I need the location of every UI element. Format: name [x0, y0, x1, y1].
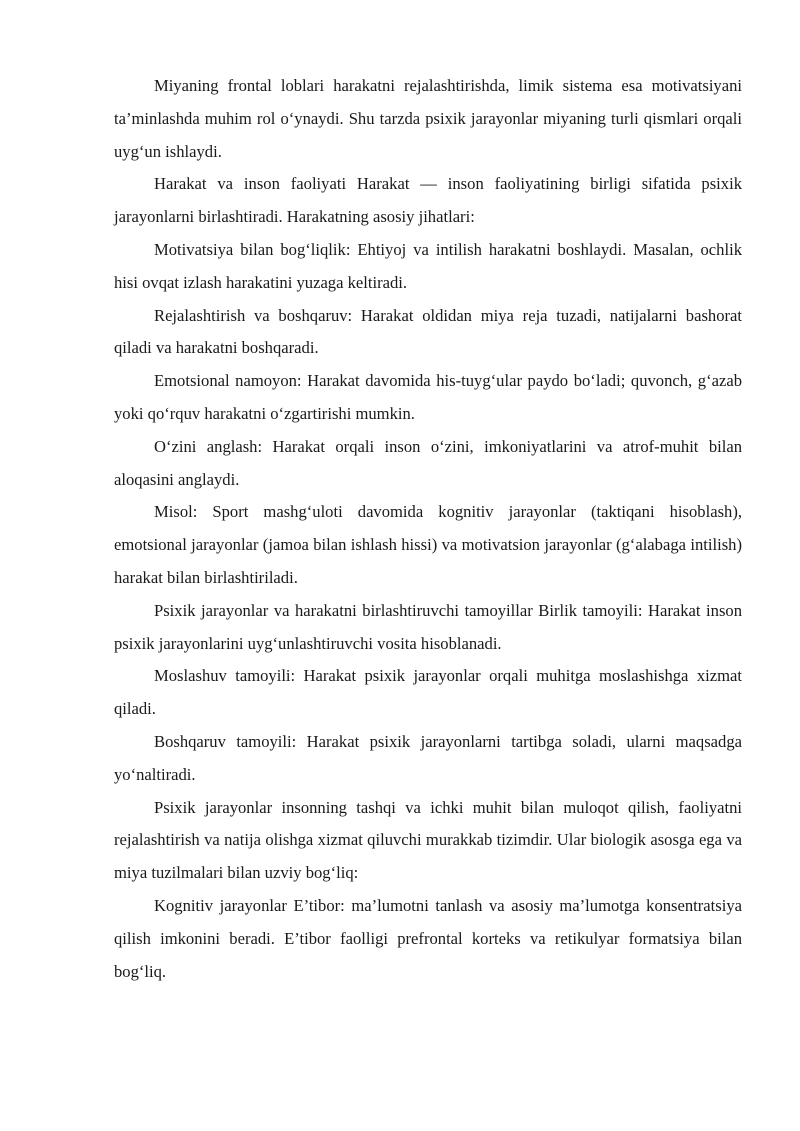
paragraph: Motivatsiya bilan bog‘liqlik: Ehtiyoj va intilish harakatni boshlaydi. Masalan, ochlik hisi ovqat izlash harakatini yuzaga keltiradi.	[114, 239, 742, 292]
paragraph: Boshqaruv tamoyili: Harakat psixik jarayonlarni tartibga soladi, ularni maqsadga yo‘naltiradi.	[114, 731, 742, 784]
paragraph: Psixik jarayonlar va harakatni birlashtiruvchi tamoyillar Birlik tamoyili: Harakat inson psixik jarayonlarini uyg‘unlashtiruvchi vosita hisoblanadi.	[114, 600, 742, 653]
paragraph: O‘zini anglash: Harakat orqali inson o‘zini, imkoniyatlarini va atrof-muhit bilan aloqasini anglaydi.	[114, 436, 742, 489]
paragraph: Moslashuv tamoyili: Harakat psixik jarayonlar orqali muhitga moslashishga xizmat qiladi.	[114, 666, 742, 719]
paragraph: Kognitiv jarayonlar E’tibor: ma’lumotni tanlash va asosiy ma’lumotga konsentratsiya qilish imkonini beradi. E’tibor faolligi prefrontal korteks va retikulyar formatsiya bilan bog‘liq.	[114, 895, 742, 981]
paragraph: Emotsional namoyon: Harakat davomida his-tuyg‘ular paydo bo‘ladi; quvonch, g‘azab yoki qo‘rquv harakatni o‘zgartirishi mumkin.	[114, 371, 742, 423]
paragraph: Harakat va inson faoliyati Harakat — inson faoliyatining birligi sifatida psixik jarayonlarni birlashtiradi. Harakatning asosiy jihatlari:	[114, 174, 742, 227]
paragraph: Miyaning frontal loblari harakatni rejalashtirishda, limik sistema esa motivatsiyani ta’minlashda muhim rol o‘ynaydi. Shu tarzda psixik jarayonlar miyaning turli qismlari orqali uyg‘un ishlaydi.	[114, 76, 742, 161]
document-page	[114, 70, 742, 988]
paragraph: Misol: Sport mashg‘uloti davomida kognitiv jarayonlar (taktiqani hisoblash), emotsional jarayonlar (jamoa bilan ishlash hissi) va motivatsion jarayonlar (g‘alabaga intilish) harakat bilan birlashtiriladi.	[114, 502, 742, 587]
paragraph: Rejalashtirish va boshqaruv: Harakat oldidan miya reja tuzadi, natijalarni bashorat qiladi va harakatni boshqaradi.	[114, 305, 742, 358]
paragraph: Psixik jarayonlar insonning tashqi va ichki muhit bilan muloqot qilish, faoliyatni rejalashtirish va natija olishga xizmat qiluvchi murakkab tizimdir. Ular biologik asosga ega va miya tuzilmalari bilan uzviy bog‘liq:	[114, 797, 742, 883]
